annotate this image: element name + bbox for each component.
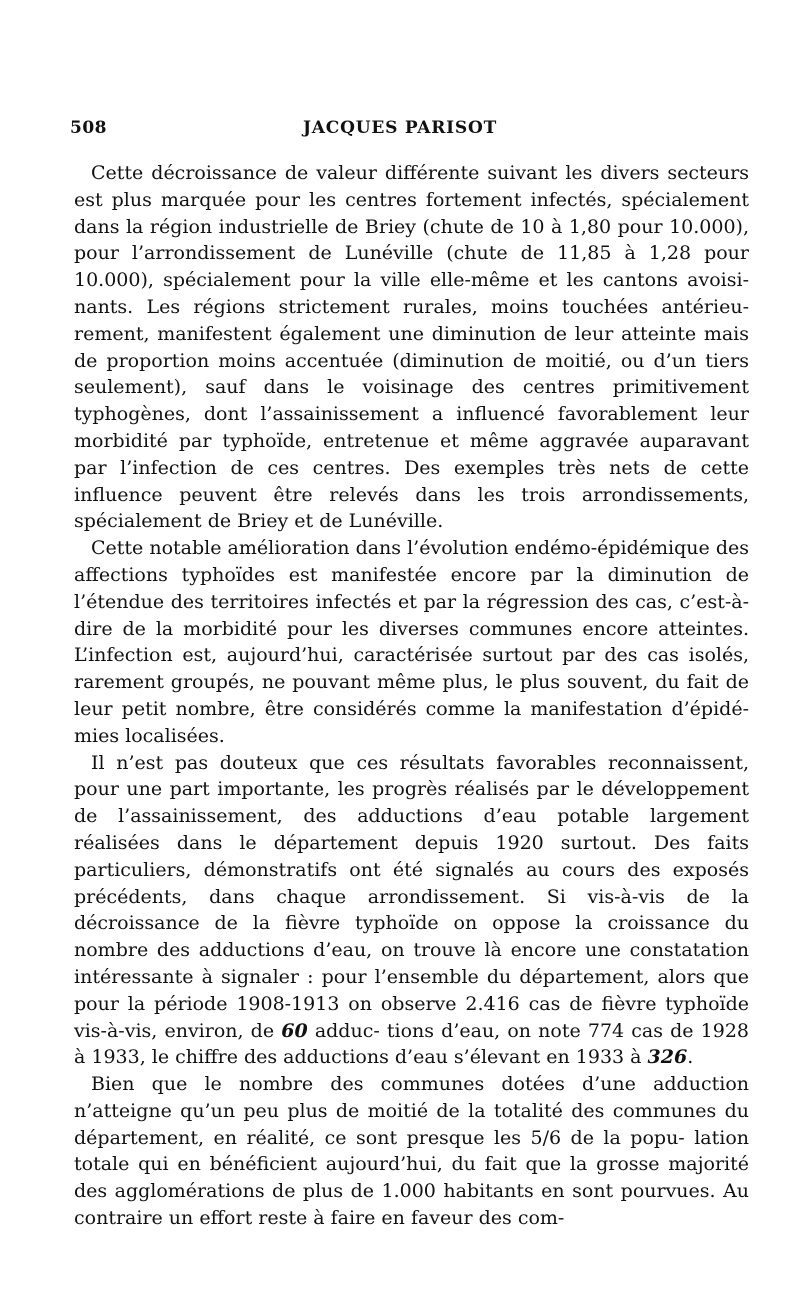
paragraph-2: Cette notable amélioration dans l’évolution endémo-épidémique des affections typhoïdes est manifestée encore par la diminution de l’étendue des territoires infectés et par la régression des cas, c’est-à- dire de la morbidité pour les diverses communes encore atteintes. L’infection est, aujourd’hui, caractérisée surtout par des cas isolés, rarement groupés, ne pouvant même plus, le plus souvent, du fait de leur petit nombre, être considérés comme la manifestation d’épidé- mies localisées. (74, 537, 749, 747)
paragraph-3-text-c: . (687, 1046, 694, 1069)
running-head: JACQUES PARISOT (302, 118, 498, 138)
page-number: 508 (70, 118, 107, 138)
body-text (74, 160, 749, 1232)
paragraph-4: Bien que le nombre des communes dotées d’une adduction n’atteigne qu’un peu plus de moitié de la totalité des communes du département, en réalité, ce sont presque les 5/6 de la popu- lation totale qui en bénéficient aujourd’hui, du fait que la grosse majorité des agglomérations de plus de 1.000 habitants en sont pourvues. Au contraire un effort reste à faire en faveur des com- (74, 1073, 749, 1230)
paragraph-3-text-b: adduc- tions d’eau, on note 774 cas de 1928 à 1933, le chiffre des adductions d’eau s’élevant en 1933 à (74, 1019, 749, 1069)
italic-number-326: 326 (647, 1046, 688, 1069)
paragraph-1: Cette décroissance de valeur différente suivant les divers secteurs est plus marquée pour les centres fortement infectés, spécialement dans la région industrielle de Briey (chute de 10 à 1,80 pour 10.000), pour l’arrondissement de Lunéville (chute de 11,85 à 1,28 pour 10.000), spécialement pour la ville elle-même et les cantons avoisi- nants. Les régions strictement rurales, moins touchées antérieu- rement, manifestent également une diminution de leur atteinte mais de proportion moins accentuée (diminution de moitié, ou d’un tiers seulement), sauf dans le voisinage des centres primitivement typhogènes, dont l’assainissement a influencé favorablement leur morbidité par typhoïde, entretenue et même aggravée auparavant par l’infection de ces centres. Des exemples très nets de cette influence peuvent être relevés dans les trois arrondissements, spécialement de Briey et de Lunéville. (74, 162, 749, 533)
paragraph-3-text-a: Il n’est pas douteux que ces résultats favorables reconnaissent, pour une part importante, les progrès réalisés par le développement de l’assainissement, des adductions d’eau potable largement réalisées dans le département depuis 1920 surtout. Des faits particuliers, démonstratifs ont été signalés au cours des exposés précédents, dans chaque arrondissement. Si vis-à-vis de la décroissance de la fièvre typhoïde on oppose la croissance du nombre des adductions d’eau, on trouve là encore une constatation intéressante à signaler : pour l’ensemble du département, alors que pour la période 1908-1913 on observe 2.416 cas de fièvre typhoïde vis-à-vis, environ, de (74, 751, 749, 1042)
paragraph-3 (74, 750, 749, 1072)
italic-number-60: 60 (281, 1019, 308, 1042)
